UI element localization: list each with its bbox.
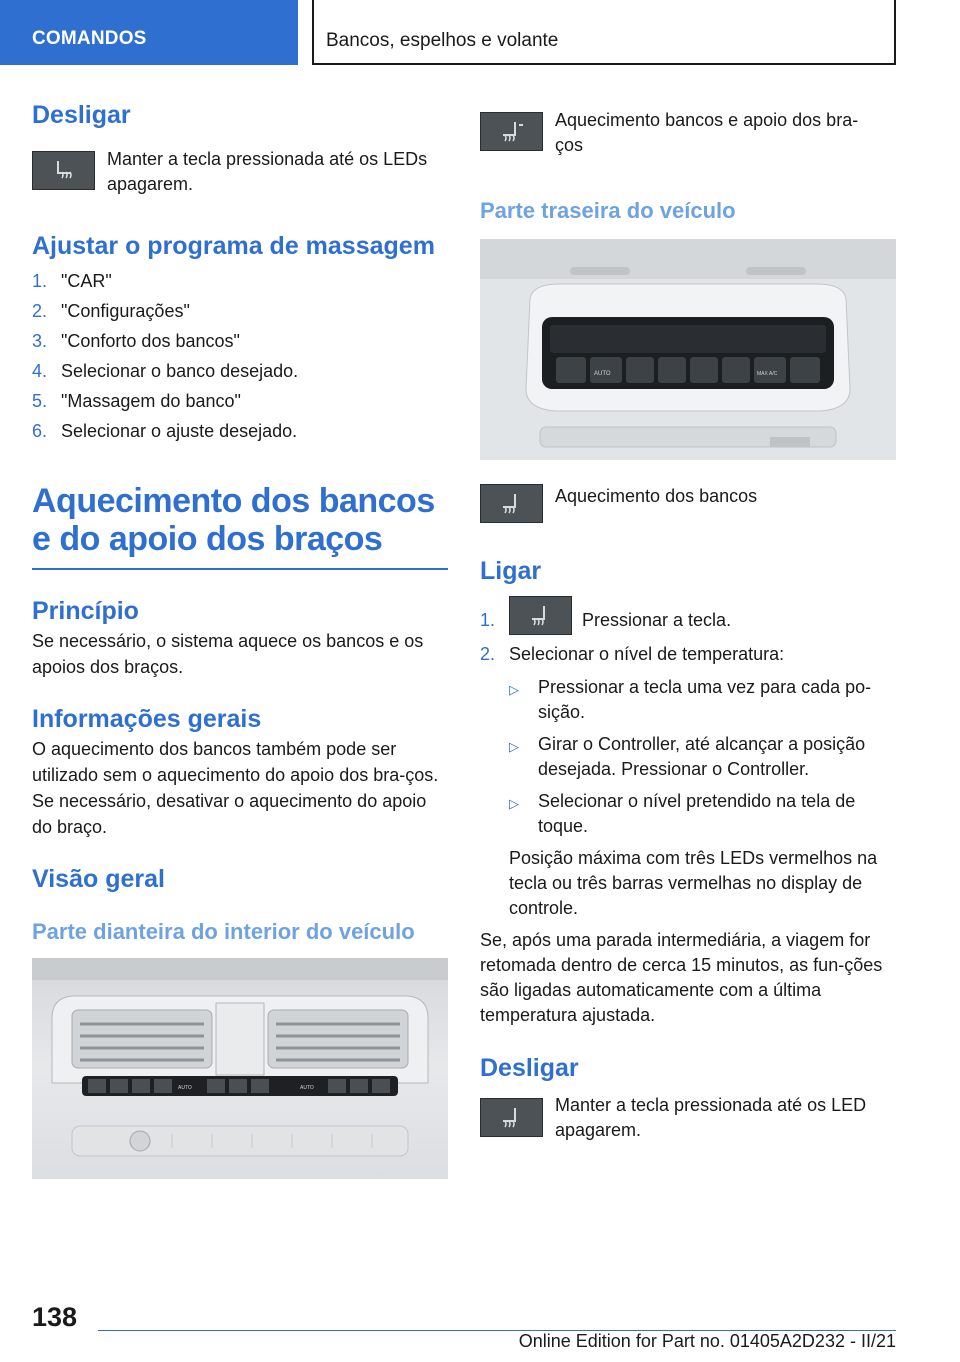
armrest-heat-key xyxy=(480,112,543,151)
footer-edition: Online Edition for Part no. 01405A2D232 - II/21 xyxy=(518,1331,896,1351)
section-tab xyxy=(0,0,298,65)
triangle-bullet-icon: ▷ xyxy=(509,739,519,754)
desligar-seat-heat-key xyxy=(480,1098,543,1137)
front-label-auto-1: AUTO xyxy=(178,1085,192,1091)
heading-rule xyxy=(32,568,448,570)
desligar-text-right: Manter a tecla pressionada até os LED apagarem. xyxy=(555,1095,867,1140)
rear-label-max: MAX A/C xyxy=(757,371,778,377)
left-column xyxy=(32,100,448,1179)
seat-armrest-heat-icon xyxy=(497,119,527,145)
rear-console-image xyxy=(480,239,896,460)
seat-heat-key xyxy=(32,151,95,190)
front-console-image xyxy=(32,958,448,1179)
rear-label-auto: AUTO xyxy=(594,371,611,377)
desligar-text: Manter a tecla pressionada até os LEDs apagarem. xyxy=(107,149,428,194)
list-item: 4. Selecionar o banco desejado. xyxy=(32,361,299,381)
principio-text: Se necessário, o sistema aquece os bancos e os apoios dos braços. xyxy=(32,631,424,677)
desligar-heading-right: Desligar xyxy=(480,1054,579,1082)
list-item: 1. "CAR" xyxy=(32,271,112,291)
seat-heat-row xyxy=(480,484,896,523)
ligar-heading: Ligar xyxy=(480,557,542,585)
list-item: 5. "Massagem do banco" xyxy=(32,391,241,411)
list-item: ▷ Selecionar o nível pretendido na tela de toque. xyxy=(509,789,896,839)
front-label-auto-2: AUTO xyxy=(300,1085,314,1091)
list-item: 3. "Conforto dos bancos" xyxy=(32,331,240,351)
max-position-text: Posição máxima com três LEDs vermelhos na tecla ou três barras vermelhas no display de controle. xyxy=(509,848,878,918)
rear-seat-heat-key xyxy=(480,484,543,523)
page-number: 138 xyxy=(32,1302,78,1332)
section-label: COMANDOS xyxy=(32,28,147,49)
list-item: 2. Selecionar o nível de temperatura: xyxy=(480,644,785,664)
rear-console-photo xyxy=(480,239,896,460)
desligar-row-right xyxy=(480,1093,896,1143)
seat-heat-icon xyxy=(497,1105,527,1131)
principio-heading: Princípio xyxy=(32,597,139,625)
armrest-heat-row xyxy=(480,108,896,158)
ligar-steps xyxy=(480,596,896,669)
chapter-tab xyxy=(312,0,896,65)
list-item: 1. Pressionar a tecla. xyxy=(480,596,896,635)
massage-steps xyxy=(32,266,448,446)
massage-heading: Ajustar o programa de massagem xyxy=(32,232,435,260)
info-text: O aquecimento dos bancos também pode ser utilizado sem o aquecimento do apoio dos bra-ços. Se necessário, desativar o aquecimento do apoio do braço. xyxy=(32,739,439,837)
seat-heat-icon xyxy=(497,491,527,517)
main-heading: Aquecimento dos bancos e do apoio dos braços xyxy=(32,482,435,558)
front-heading: Parte dianteira do interior do veículo xyxy=(32,919,415,944)
list-item: ▷ Girar o Controller, até alcançar a posição desejada. Pressionar o Controller. xyxy=(509,732,896,782)
list-item: 2. "Configurações" xyxy=(32,301,190,321)
front-console-photo xyxy=(32,958,448,1179)
seat-heat-icon xyxy=(526,603,556,629)
triangle-bullet-icon: ▷ xyxy=(509,682,519,697)
right-column xyxy=(480,100,896,1143)
desligar-heading: Desligar xyxy=(32,101,131,129)
desligar-row xyxy=(32,147,448,197)
ligar-bullets xyxy=(509,675,896,839)
rear-heading: Parte traseira do veículo xyxy=(480,198,736,223)
list-item: ▷ Pressionar a tecla uma vez para cada po-sição. xyxy=(509,675,896,725)
seat-heat-text: Aquecimento dos bancos xyxy=(555,486,758,506)
list-item: 6. Selecionar o ajuste desejado. xyxy=(32,421,298,441)
info-heading: Informações gerais xyxy=(32,705,262,733)
chapter-label: Bancos, espelhos e volante xyxy=(326,30,559,51)
triangle-bullet-icon: ▷ xyxy=(509,796,519,811)
resume-text: Se, após uma parada intermediária, a viagem for retomada dentro de cerca 15 minutos, as fun-ções são ligadas automaticamente com a última temperatura ajustada. xyxy=(480,930,883,1025)
armrest-heat-text: Aquecimento bancos e apoio dos bra-ços xyxy=(555,110,859,155)
seat-heat-icon xyxy=(49,158,79,184)
ligar-seat-heat-key xyxy=(509,596,572,635)
visao-heading: Visão geral xyxy=(32,865,165,893)
